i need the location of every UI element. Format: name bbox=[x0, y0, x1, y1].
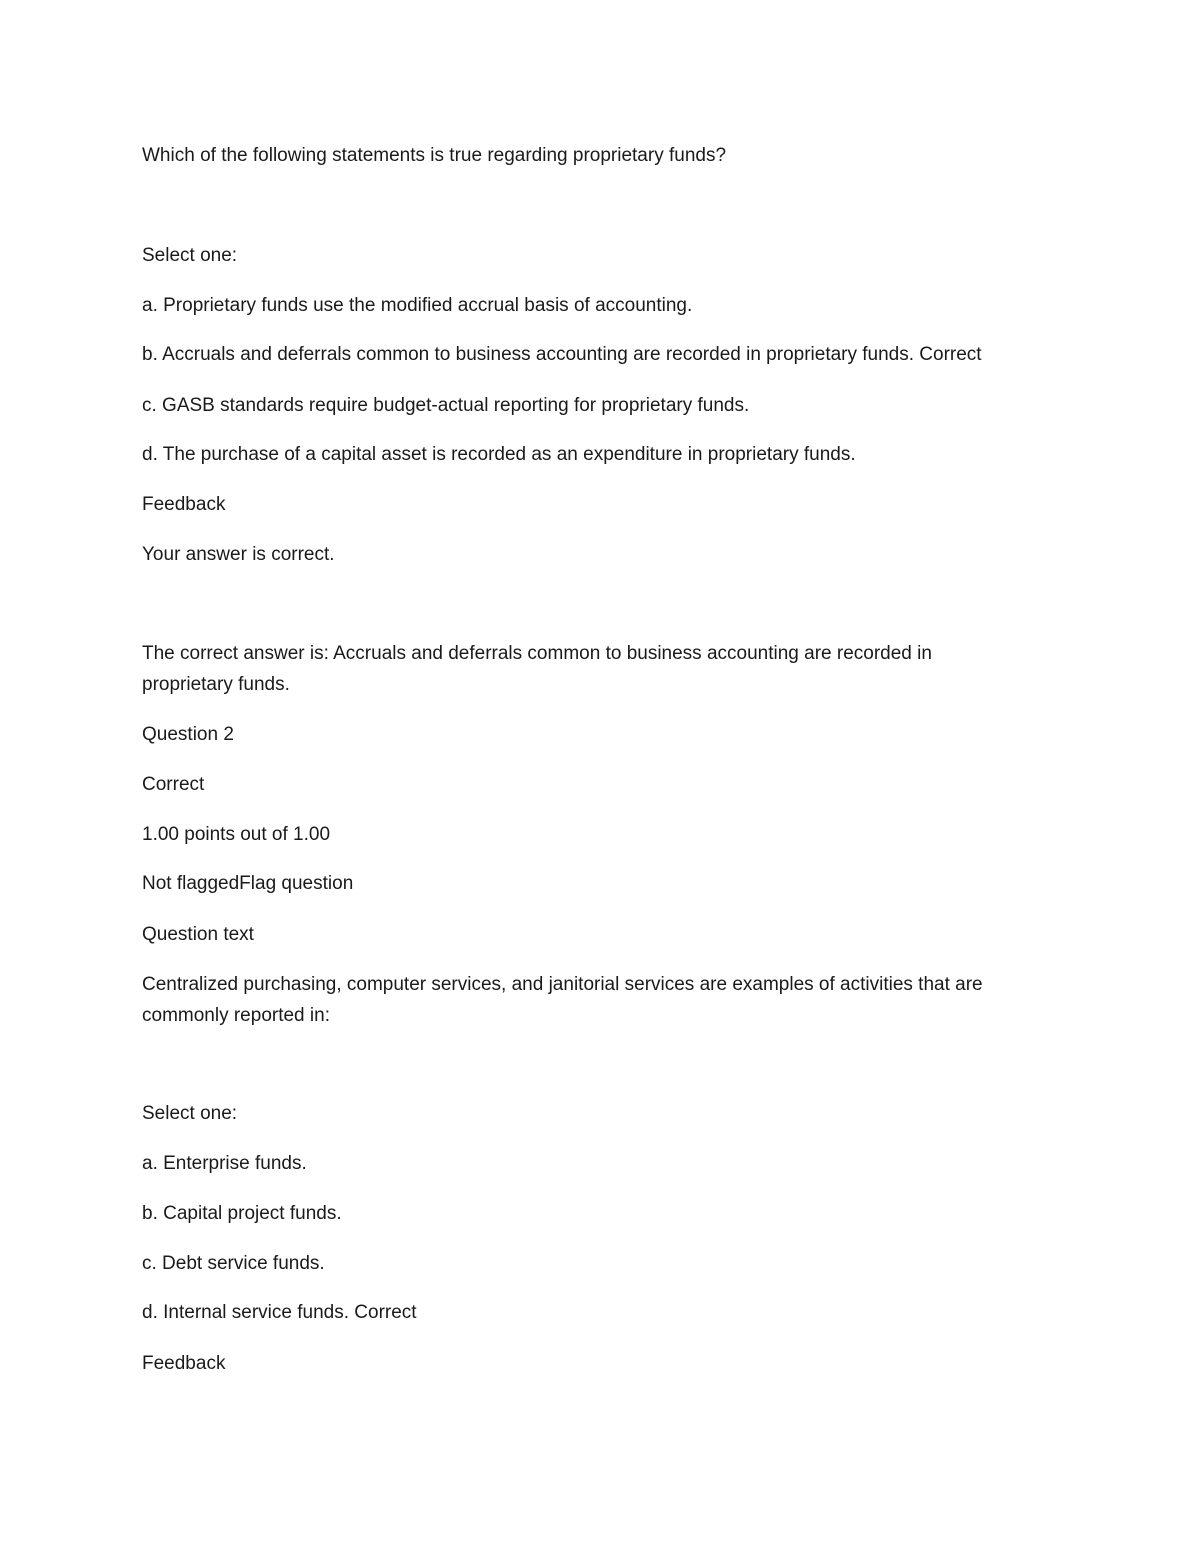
question-1-option-d: d. The purchase of a capital asset is recorded as an expenditure in proprietary funds. bbox=[142, 444, 856, 465]
question-1-feedback-label: Feedback bbox=[142, 494, 226, 515]
question-2-option-c: c. Debt service funds. bbox=[142, 1253, 325, 1274]
question-2-text-label: Question text bbox=[142, 924, 254, 945]
question-2-option-b: b. Capital project funds. bbox=[142, 1203, 342, 1224]
question-2-flag: Not flaggedFlag question bbox=[142, 873, 354, 894]
question-1-correct-answer: The correct answer is: Accruals and deferrals common to business accounting are recorded in proprietary funds. bbox=[142, 643, 932, 695]
question-1-feedback-text: Your answer is correct. bbox=[142, 544, 335, 565]
question-1-option-a: a. Proprietary funds use the modified accrual basis of accounting. bbox=[142, 295, 693, 316]
question-1-option-b: b. Accruals and deferrals common to business accounting are recorded in proprietary funds. Correct bbox=[142, 344, 982, 365]
question-2-option-a: a. Enterprise funds. bbox=[142, 1153, 307, 1174]
question-1-text: Which of the following statements is true regarding proprietary funds? bbox=[142, 145, 727, 166]
question-2-text: Centralized purchasing, computer services, and janitorial services are examples of activities that are commonly reported in: bbox=[142, 974, 983, 1026]
question-2-points: 1.00 points out of 1.00 bbox=[142, 824, 331, 845]
question-2-option-d: d. Internal service funds. Correct bbox=[142, 1302, 417, 1323]
question-1-option-c: c. GASB standards require budget-actual reporting for proprietary funds. bbox=[142, 395, 750, 416]
question-2-heading: Question 2 bbox=[142, 724, 234, 745]
question-1-select-label: Select one: bbox=[142, 245, 238, 266]
question-2-feedback-label: Feedback bbox=[142, 1353, 226, 1374]
question-2-status: Correct bbox=[142, 774, 205, 795]
question-2-select-label: Select one: bbox=[142, 1103, 238, 1124]
